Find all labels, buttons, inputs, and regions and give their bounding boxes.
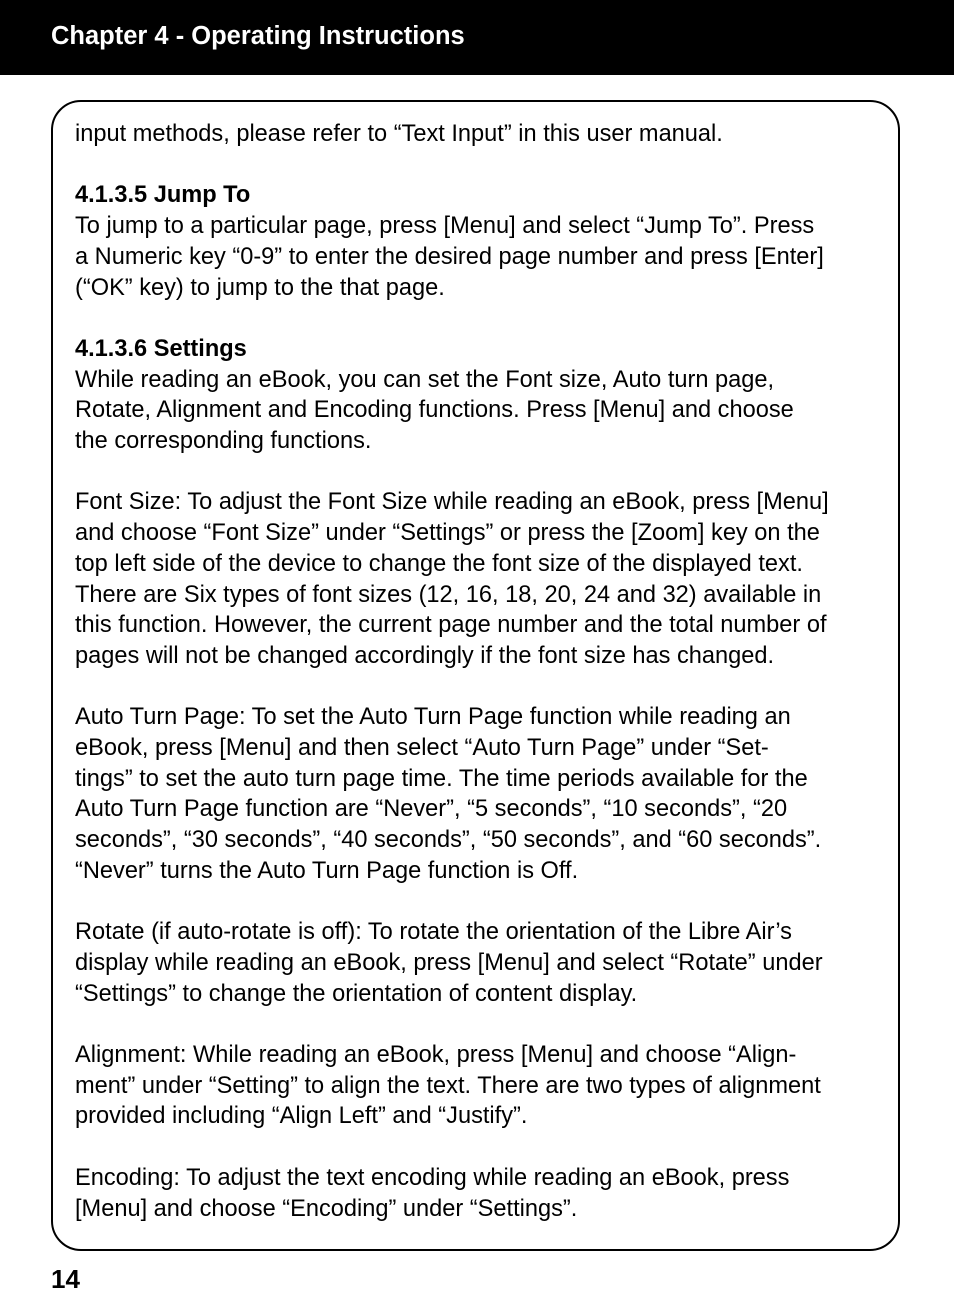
text-line: Font Size: To adjust the Font Size while reading an eBook, press [Menu] [75, 489, 829, 516]
paragraph-gap [75, 887, 890, 918]
paragraph-gap [75, 457, 890, 488]
text-line: Encoding: To adjust the text encoding while reading an eBook, press [75, 1164, 790, 1191]
section-heading-jump-to: 4.1.3.5 Jump To [75, 182, 251, 209]
section-heading-settings: 4.1.3.6 Settings [75, 335, 247, 362]
text-line: display while reading an eBook, press [Menu] and select “Rotate” under [75, 949, 823, 976]
text-line: Alignment: While reading an eBook, press [Menu] and choose “Align- [75, 1042, 797, 1068]
text-line: “Settings” to change the orientation of content display. [75, 980, 638, 1007]
text-line: To jump to a particular page, press [Menu] and select “Jump To”. Press [75, 213, 815, 240]
paragraph-gap [75, 1132, 890, 1163]
text-line: input methods, please refer to “Text Input” in this user manual. [75, 121, 723, 147]
text-line: (“OK” key) to jump to the that page. [75, 274, 445, 301]
text-line: the corresponding functions. [75, 428, 372, 454]
manual-body-text [75, 119, 890, 1224]
text-line: provided including “Align Left” and “Justify”. [75, 1103, 528, 1130]
text-line: [Menu] and choose “Encoding” under “Settings”. [75, 1195, 578, 1222]
text-line: eBook, press [Menu] and then select “Auto Turn Page” under “Set- [75, 735, 769, 761]
text-line: Rotate (if auto-rotate is off): To rotate the orientation of the Libre Air’s [75, 919, 792, 946]
paragraph-gap [75, 150, 890, 181]
text-line: While reading an eBook, you can set the Font size, Auto turn page, [75, 366, 775, 393]
page-number: 14 [51, 1264, 80, 1294]
text-line: this function. However, the current page number and the total number of [75, 612, 827, 639]
text-line: Rotate, Alignment and Encoding functions. Press [Menu] and choose [75, 397, 794, 424]
text-line: ment” under “Setting” to align the text. There are two types of alignment [75, 1072, 821, 1099]
text-line: seconds”, “30 seconds”, “40 seconds”, “50 seconds”, and “60 seconds”. [75, 827, 822, 854]
text-line: a Numeric key “0-9” to enter the desired page number and press [Enter] [75, 243, 824, 270]
text-line: Auto Turn Page function are “Never”, “5 seconds”, “10 seconds”, “20 [75, 796, 788, 823]
chapter-title: Chapter 4 - Operating Instructions [51, 22, 465, 50]
text-line: tings” to set the auto turn page time. The time periods available for the [75, 765, 808, 792]
text-line: “Never” turns the Auto Turn Page function is Off. [75, 857, 579, 884]
paragraph-gap [75, 1009, 890, 1040]
text-line: Auto Turn Page: To set the Auto Turn Page function while reading an [75, 704, 791, 731]
paragraph-gap [75, 672, 890, 703]
text-line: top left side of the device to change the font size of the displayed text. [75, 550, 803, 577]
text-line: There are Six types of font sizes (12, 16, 18, 20, 24 and 32) available in [75, 581, 822, 608]
text-line: and choose “Font Size” under “Settings” or press the [Zoom] key on the [75, 520, 820, 547]
paragraph-gap [75, 303, 890, 334]
text-line: pages will not be changed accordingly if the font size has changed. [75, 642, 775, 669]
chapter-header-bar [0, 0, 954, 75]
